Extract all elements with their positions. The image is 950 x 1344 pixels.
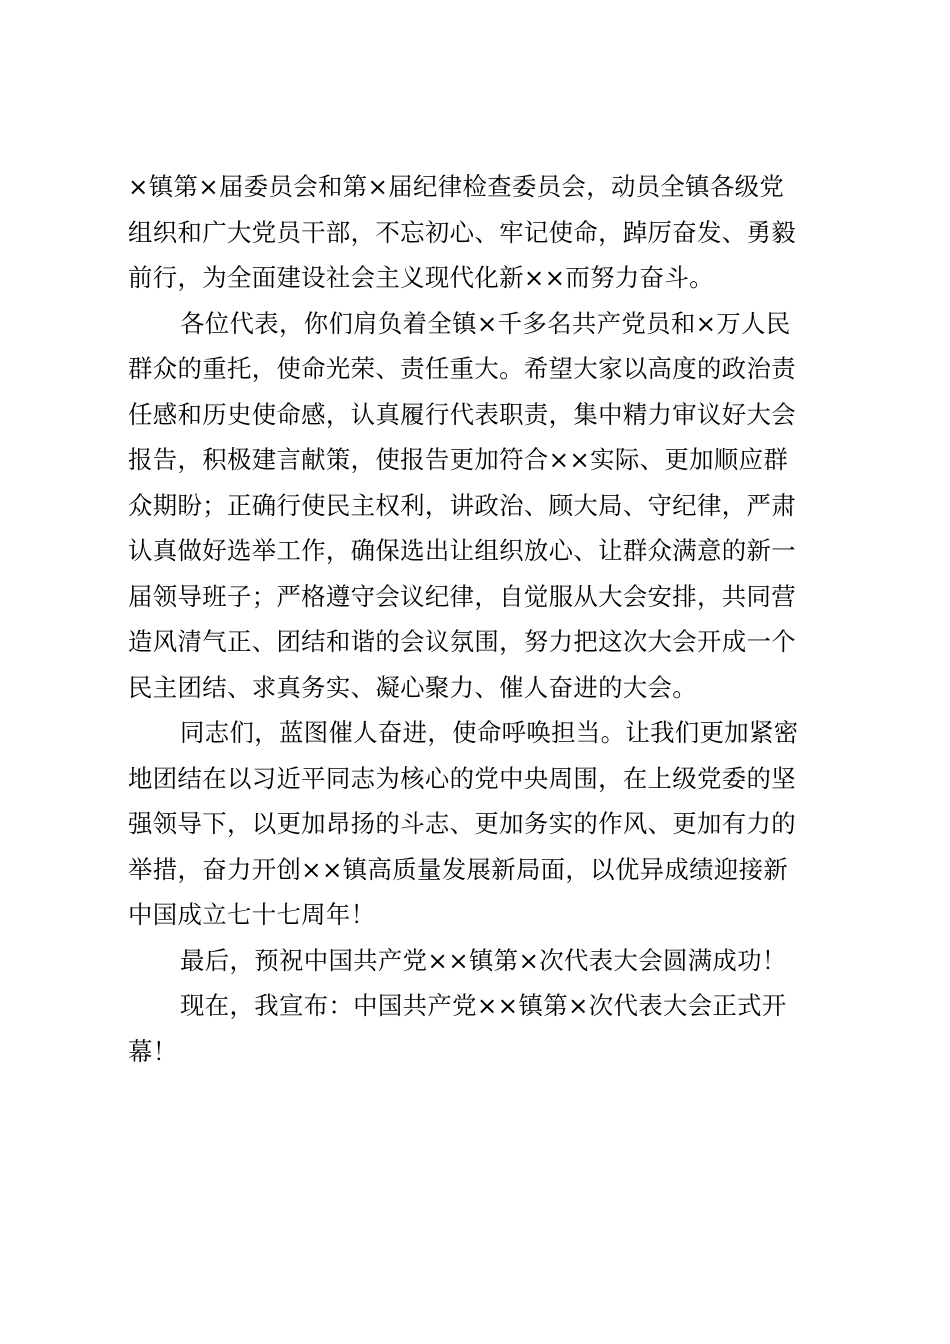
text-line: 现在，我宣布：中国共产党××镇第×次代表大会正式开 — [180, 991, 787, 1020]
text-line: 最后，预祝中国共产党××镇第×次代表大会圆满成功！ — [180, 945, 787, 975]
text-line: 中国成立七十七周年！ — [128, 900, 376, 929]
text-line: 届领导班子；严格遵守会议纪律，自觉服从大会安排，共同营 — [128, 581, 796, 611]
text-line: 报告，积极建言献策，使报告更加符合××实际、更加顺应群 — [128, 445, 789, 474]
text-line: 众期盼；正确行使民主权利，讲政治、顾大局、守纪律，严肃 — [128, 490, 796, 520]
text-line: 民主团结、求真务实、凝心聚力、催人奋进的大会。 — [128, 672, 698, 702]
text-line: 举措，奋力开创××镇高质量发展新局面，以优异成绩迎接新 — [128, 854, 789, 884]
text-line: 幕！ — [128, 1036, 178, 1066]
text-line: ×镇第×届委员会和第×届纪律检查委员会，动员全镇各级党 — [128, 172, 785, 201]
text-line: 地团结在以习近平同志为核心的党中央周围，在上级党委的坚 — [128, 763, 796, 793]
document-body — [128, 164, 828, 1074]
text-line: 前行，为全面建设社会主义现代化新××而努力奋斗。 — [128, 263, 714, 292]
text-line: 群众的重托，使命光荣、责任重大。希望大家以高度的政治责 — [128, 354, 796, 383]
text-line: 任感和历史使命感，认真履行代表职责，集中精力审议好大会 — [128, 399, 796, 429]
text-line: 造风清气正、团结和谐的会议氛围，努力把这次大会开成一个 — [128, 627, 796, 656]
text-line: 认真做好选举工作，确保选出让组织放心、让群众满意的新一 — [128, 536, 796, 565]
text-line: 同志们，蓝图催人奋进，使命呼唤担当。让我们更加紧密 — [180, 718, 799, 747]
text-line: 组织和广大党员干部，不忘初心、牢记使命，踔厉奋发、勇毅 — [128, 217, 796, 247]
text-line: 各位代表，你们肩负着全镇×千多名共产党员和×万人民 — [180, 308, 791, 338]
text-line: 强领导下，以更加昂扬的斗志、更加务实的作风、更加有力的 — [128, 809, 796, 838]
